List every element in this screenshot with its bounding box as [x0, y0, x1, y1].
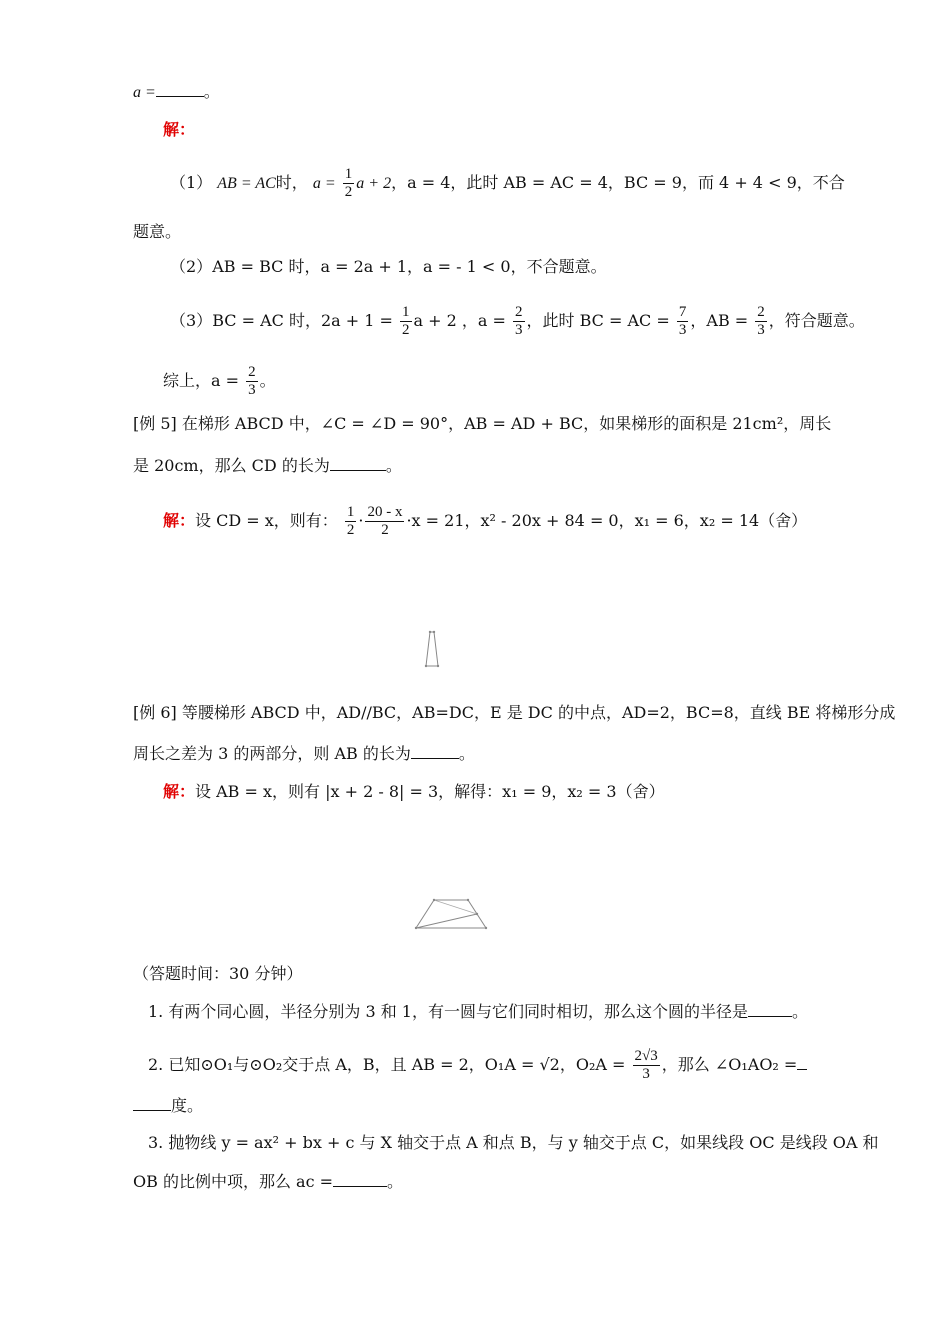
case-1-line: （1） AB = AC时， a = $\frac{1}{2}$ a + 2，a = 4，此时 AB = AC = 4，BC = 9，而 4 + 4 < 9，不合	[170, 166, 845, 200]
example-5-line-1: [例 5] 在梯形 ABCD 中，∠C = ∠D = 90°，AB = AD + BC，如果梯形的面积是 21cm²，周长	[133, 414, 832, 433]
example-5-solution: 解：设 CD = x，则有： $\frac{1}{2}$ · $\frac{20 - x}{2}$ ·x = 21，x² - 20x + 84 = 0，x₁ = 6，x₂ = 14（舍）	[163, 504, 808, 538]
summary-line: 综上，a = $\frac{2}{3}$ 。	[163, 364, 276, 398]
answer-blank	[156, 82, 204, 97]
case-1-cont: 题意。	[133, 222, 182, 241]
right-trapezoid-figure	[420, 628, 444, 672]
time-note: （答题时间：30 分钟）	[133, 964, 303, 983]
question-2: 2. 已知⊙O₁与⊙O₂交于点 A，B，且 AB = 2，O₁A = √2，O₂A = $\frac{2√3}{3}$ ，那么 ∠O₁AO₂ =	[148, 1048, 807, 1083]
example-6-solution: 解：设 AB = x，则有 |x + 2 - 8| = 3，解得：x₁ = 9，x₂ = 3（舍）	[163, 782, 665, 801]
case-2-line: （2）AB = BC 时，a = 2a + 1，a = - 1 < 0，不合题意。	[170, 257, 607, 276]
question-1: 1. 有两个同心圆，半径分别为 3 和 1，有一圆与它们同时相切，那么这个圆的半径是 。	[148, 1002, 808, 1021]
question-3-line-1: 3. 抛物线 y = ax² + bx + c 与 X 轴交于点 A 和点 B，与 y 轴交于点 C，如果线段 OC 是线段 OA 和	[148, 1133, 879, 1152]
example-5-line-2: 是 20cm，那么 CD 的长为 。	[133, 456, 402, 475]
isosceles-trapezoid-figure	[410, 892, 494, 934]
case-3-line: （3）BC = AC 时，2a + 1 = $\frac{1}{2}$ a + 2 ，a = $\frac{2}{3}$ ，此时 BC = AC = $\frac{7}{3}$ ，AB = $\frac{2}{3}$ ，符合题意。	[170, 304, 865, 338]
question-2-cont: 度。	[133, 1096, 203, 1116]
example-6-line-2: 周长之差为 3 的两部分，则 AB 的长为 。	[133, 744, 475, 763]
answer-line-a: a = 。	[133, 82, 220, 101]
fraction-half: $\frac{1}{2}$	[344, 166, 353, 200]
question-3-line-2: OB 的比例中项，那么 ac = 。	[133, 1172, 404, 1191]
solution-label: 解：	[163, 120, 196, 139]
example-6-line-1: [例 6] 等腰梯形 ABCD 中，AD//BC，AB=DC，E 是 DC 的中点，AD=2，BC=8，直线 BE 将梯形分成	[133, 703, 896, 722]
